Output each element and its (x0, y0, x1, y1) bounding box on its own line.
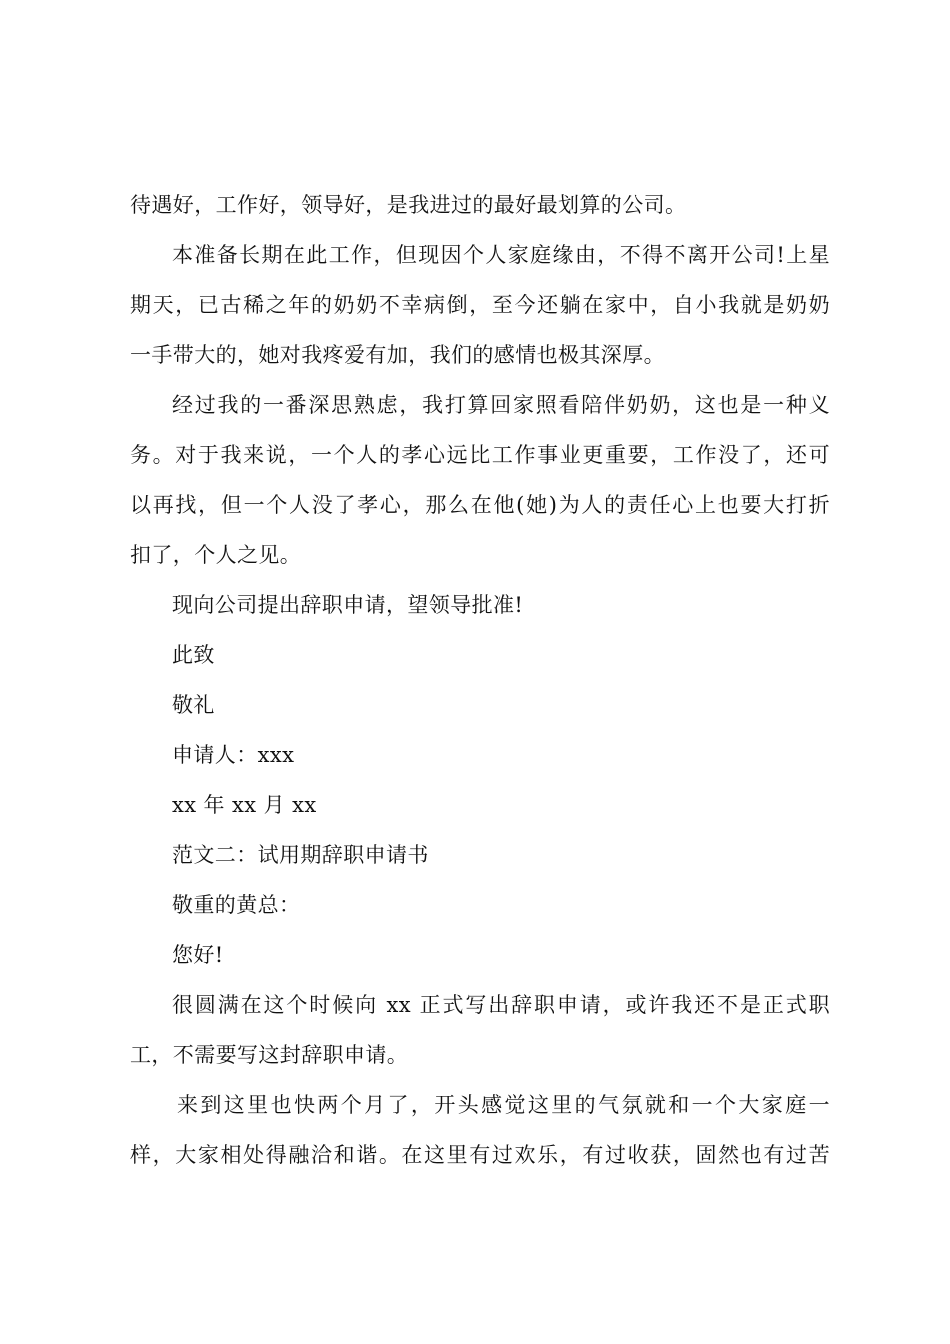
greeting-line: 您好! (172, 943, 224, 967)
paragraph-line: 扣了，个人之见。 (130, 543, 302, 567)
paragraph-line: 经过我的一番深思熟虑，我打算回家照看陪伴奶奶，这也是一种义 (172, 393, 830, 417)
salutation-line: 敬重的黄总： (172, 893, 301, 917)
paragraph-line: 务。对于我来说，一个人的孝心远比工作事业更重要，工作没了，还可 (130, 443, 830, 467)
paragraph-line: 工，不需要写这封辞职申请。 (130, 1043, 409, 1067)
paragraph-line: 样，大家相处得融洽和谐。在这里有过欢乐，有过收获，固然也有过苦 (130, 1143, 830, 1167)
closing-line: 敬礼 (172, 693, 215, 717)
paragraph-line: 本准备长期在此工作，但现因个人家庭缘由，不得不离开公司!上星 (172, 243, 830, 267)
paragraph-line: 以再找，但一个人没了孝心，那么在他(她)为人的责任心上也要大打折 (130, 493, 830, 517)
signature-line: 申请人：xxx (172, 743, 295, 767)
section-title: 范文二：试用期辞职申请书 (172, 843, 429, 867)
date-line: xx 年 xx 月 xx (172, 793, 317, 817)
paragraph-line: 期天，已古稀之年的奶奶不幸病倒，至今还躺在家中，自小我就是奶奶 (130, 293, 830, 317)
paragraph-line: 现向公司提出辞职申请，望领导批准! (172, 593, 524, 617)
paragraph-line: 待遇好，工作好，领导好，是我进过的最好最划算的公司。 (130, 193, 687, 217)
closing-line: 此致 (172, 643, 215, 667)
paragraph-line: 一手带大的，她对我疼爱有加，我们的感情也极其深厚。 (130, 343, 665, 367)
paragraph-line: 来到这里也快两个月了，开头感觉这里的气氛就和一个大家庭一 (177, 1093, 830, 1117)
paragraph-line: 很圆满在这个时候向 xx 正式写出辞职申请，或许我还不是正式职 (172, 993, 830, 1017)
